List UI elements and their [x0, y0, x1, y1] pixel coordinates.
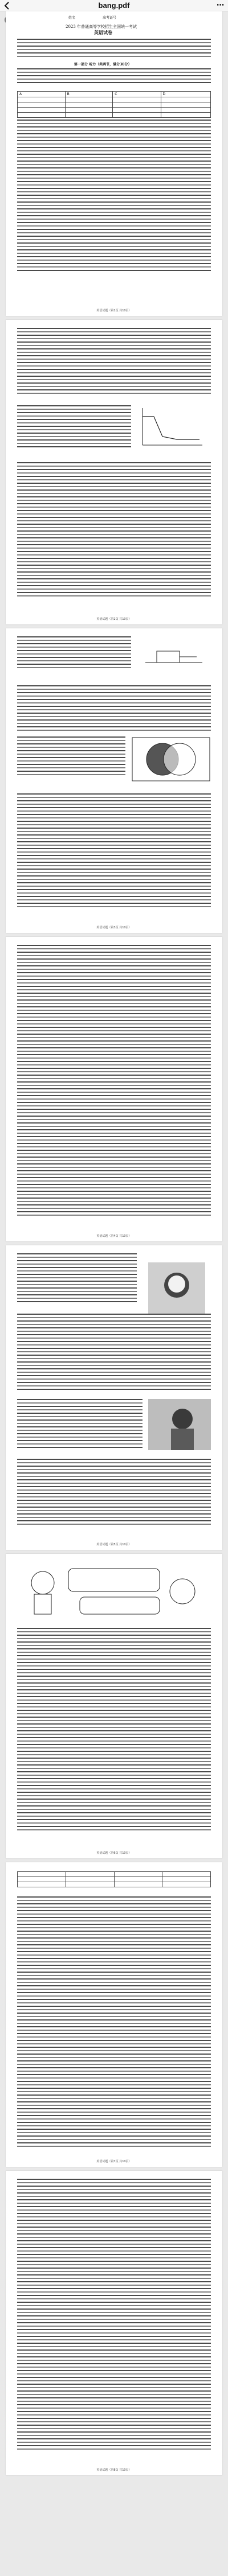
page5-text-block-2 [17, 1314, 211, 1392]
page5-text-block [17, 1253, 137, 1305]
more-dots-icon[interactable]: ⋯ [217, 1, 225, 10]
viewer-toolbar [0, 0, 228, 12]
page1-text-block-3 [17, 120, 211, 273]
pdf-page-4 [6, 937, 222, 1241]
page7-text-block [17, 1896, 211, 2149]
venn-diagram-figure [131, 736, 211, 782]
pdf-page-2 [6, 320, 222, 624]
page-footer: 英语试题（第8页 共10页） [96, 2468, 132, 2472]
page-footer: 英语试题（第2页 共10页） [96, 618, 132, 621]
page5-text-block-4 [17, 1459, 211, 1527]
page3-text-block [17, 636, 131, 670]
pdf-page-6 [6, 1554, 222, 1858]
page-footer: 英语试题（第7页 共10页） [96, 2160, 132, 2163]
page3-text-block-2 [17, 685, 211, 733]
table-header-a: A [18, 92, 66, 97]
pdf-page-7 [6, 1862, 222, 2167]
page-footer: 英语试题（第1页 共10页） [96, 309, 132, 312]
header-field-2: 准考证号 [103, 16, 117, 20]
page-footer: 英语试题（第3页 共10页） [96, 926, 132, 929]
page4-text-block [17, 945, 211, 1218]
page-footer: 英语试题（第5页 共10页） [96, 1543, 132, 1546]
page1-text-block [17, 39, 211, 59]
page2-text-block [17, 328, 211, 396]
pdf-page-1 [6, 11, 222, 316]
page5-text-block-3 [17, 1399, 142, 1450]
page-footer: 英语试题（第6页 共10页） [96, 1851, 132, 1855]
document-title: bang.pdf [98, 1, 130, 10]
portrait-image [148, 1262, 205, 1314]
table-header-c: C [113, 92, 161, 97]
pdf-page-3 [6, 628, 222, 933]
table-header-d: D [161, 92, 210, 97]
page2-text-block-3 [17, 462, 211, 599]
exam-title: 2023 年普通高等学校招生全国统一考试 [66, 24, 137, 29]
page1-text-block-2 [17, 68, 211, 85]
page3-text-block-3 [17, 736, 125, 777]
line-graph-figure [137, 405, 205, 451]
table-header-b: B [65, 92, 113, 97]
page2-text-block-2 [17, 405, 131, 450]
page-footer: 英语试题（第4页 共10页） [96, 1234, 132, 1238]
subject-title: 英语试卷 [94, 30, 112, 35]
page6-text-block [17, 1628, 211, 1833]
diagram-figure [142, 640, 205, 674]
header-field-1: 姓名 [68, 16, 76, 20]
page3-text-block-4 [17, 793, 211, 910]
grid-table [17, 1871, 211, 1887]
photo-image [148, 1399, 211, 1450]
page8-text-block [17, 2179, 211, 2452]
pdf-page-5 [6, 1245, 222, 1550]
pdf-page-8 [6, 2171, 222, 2475]
section-heading: 第一部分 听力（共两节，满分30分） [74, 63, 132, 67]
vocab-table [17, 91, 211, 118]
cartoon-figure [17, 1563, 211, 1620]
